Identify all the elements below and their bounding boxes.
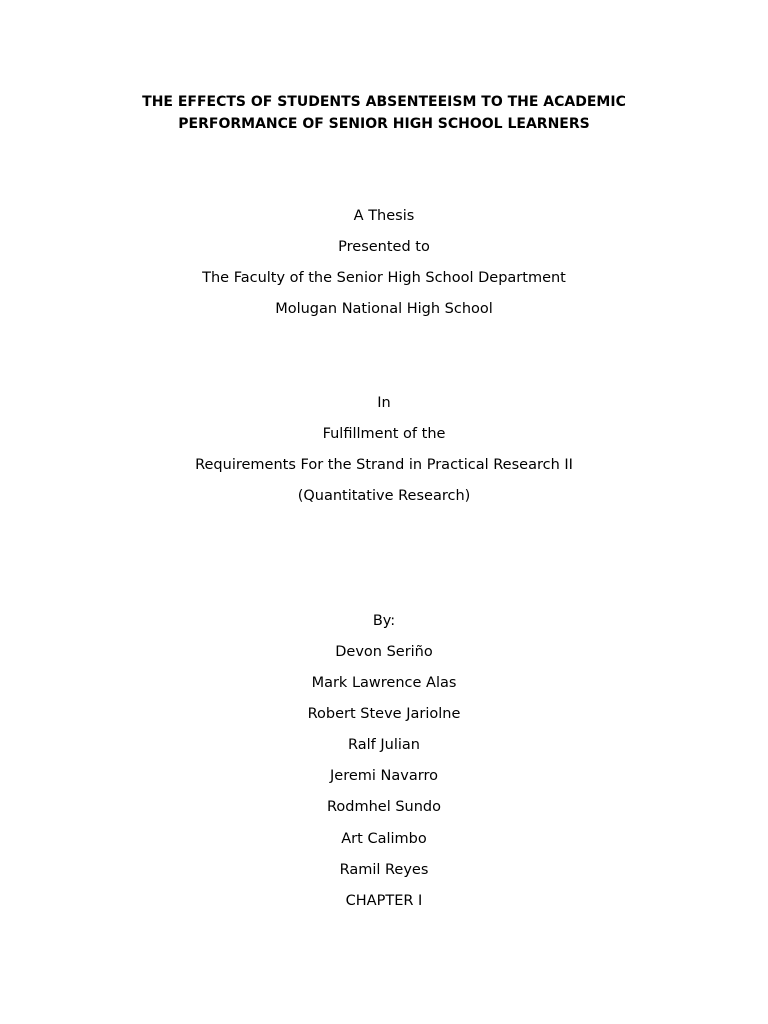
thesis-title-line-2: PERFORMANCE OF SENIOR HIGH SCHOOL LEARNERS xyxy=(178,116,590,132)
requirements-text: Requirements For the Strand in Practical Research II xyxy=(195,457,573,473)
by-label: By: xyxy=(372,613,396,629)
thesis-title xyxy=(0,91,768,135)
thesis-title-line-1: THE EFFECTS OF STUDENTS ABSENTEEISM TO THE ACADEMIC xyxy=(142,94,626,110)
chapter-heading: CHAPTER I xyxy=(345,893,423,909)
presented-to-label: Presented to xyxy=(338,239,430,255)
author-name: Mark Lawrence Alas xyxy=(311,675,457,691)
author-name: Jeremi Navarro xyxy=(330,768,438,784)
author-name: Ralf Julian xyxy=(348,737,420,753)
fulfillment-label: Fulfillment of the xyxy=(322,426,446,442)
author-name: Art Calimbo xyxy=(341,831,427,847)
faculty-name: The Faculty of the Senior High School Department xyxy=(202,270,566,286)
research-type: (Quantitative Research) xyxy=(297,488,471,504)
thesis-label: A Thesis xyxy=(353,208,415,224)
school-name: Molugan National High School xyxy=(275,301,493,317)
author-name: Devon Seriño xyxy=(335,644,433,660)
author-name: Ramil Reyes xyxy=(339,862,429,878)
author-name: Rodmhel Sundo xyxy=(326,799,442,815)
in-label: In xyxy=(377,395,391,411)
author-name: Robert Steve Jariolne xyxy=(307,706,461,722)
